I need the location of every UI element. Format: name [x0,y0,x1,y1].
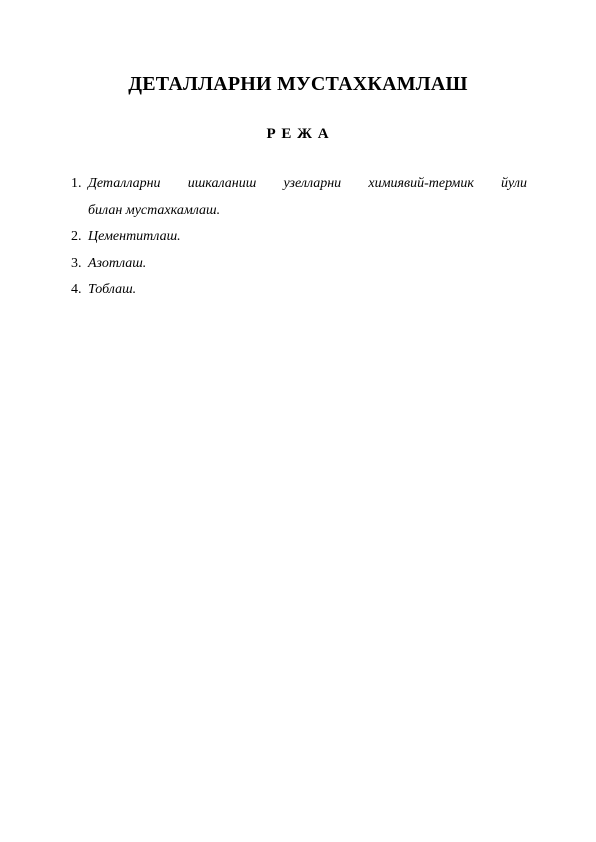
list-item-number: 2. [71,229,82,244]
list-item-number: 4. [71,282,82,297]
list-item [71,171,527,224]
list-item [71,224,527,251]
list-item-number: 3. [71,255,82,271]
list-item-number: 1. [71,176,82,191]
plan-heading: Р Е Ж А [266,126,330,142]
list-item-line: Деталларни ишкаланиш узелларни химиявий-термик йули [88,176,527,191]
list-item-text: Цементитлаш. [88,229,181,244]
list-item [71,251,527,278]
list-item [71,277,527,304]
list-item-text: Тоблаш. [88,282,137,297]
page-title: ДЕТАЛЛАРНИ МУСТАХКАМЛАШ [128,73,468,95]
plan-list [71,171,527,304]
list-item-text: Азотлаш. [88,255,147,271]
list-item-line: билан мустахкамлаш. [88,202,221,218]
list-item-text [88,171,527,224]
